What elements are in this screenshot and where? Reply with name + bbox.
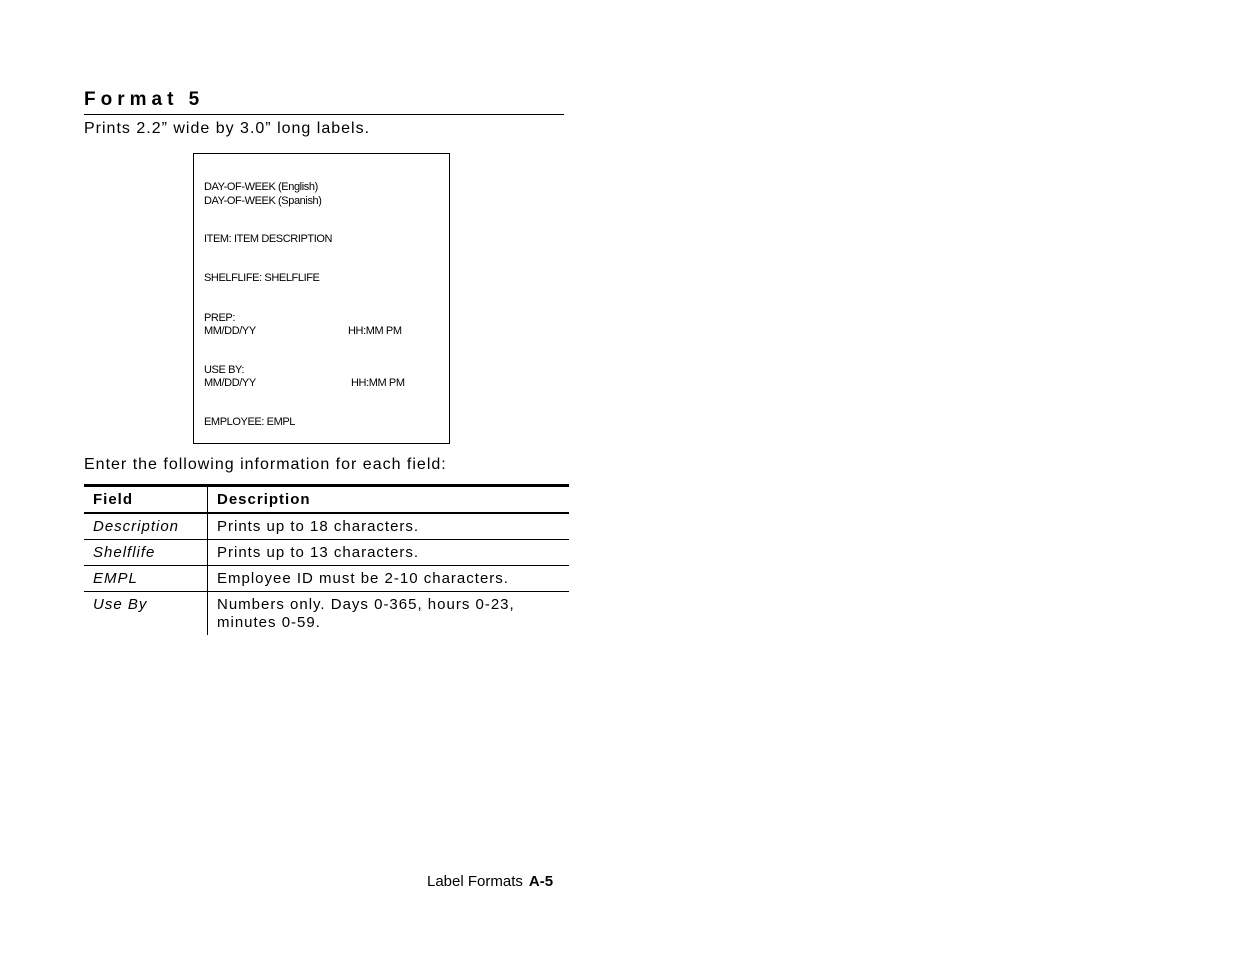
label-prep-time: HH:MM PM bbox=[348, 325, 402, 337]
table-row bbox=[84, 540, 569, 566]
label-shelflife: SHELFLIFE: SHELFLIFE bbox=[204, 272, 320, 284]
row-description: Employee ID must be 2-10 characters. bbox=[208, 566, 570, 592]
row-field: EMPL bbox=[84, 566, 208, 592]
title-rule bbox=[84, 114, 564, 115]
intro-text: Prints 2.2” wide by 3.0” long labels. bbox=[84, 120, 371, 137]
table-row bbox=[84, 566, 569, 592]
header-description: Description bbox=[208, 486, 570, 514]
label-prep: PREP: bbox=[204, 312, 236, 324]
table-header-row bbox=[84, 486, 569, 514]
page-title: Format 5 bbox=[84, 89, 205, 110]
row-field: Description bbox=[84, 513, 208, 540]
row-description: Prints up to 18 characters. bbox=[208, 513, 570, 540]
row-field: Use By bbox=[84, 592, 208, 636]
page-footer bbox=[427, 873, 553, 891]
label-dow-spanish: DAY-OF-WEEK (Spanish) bbox=[204, 195, 322, 207]
label-item: ITEM: ITEM DESCRIPTION bbox=[204, 233, 333, 245]
footer-page-number: A-5 bbox=[528, 873, 554, 890]
instructions-text: Enter the following information for each field: bbox=[84, 456, 447, 473]
label-sample bbox=[193, 153, 450, 444]
footer-section: Label Formats bbox=[427, 873, 523, 890]
field-table bbox=[84, 484, 569, 635]
label-useby-date: MM/DD/YY bbox=[204, 377, 256, 389]
label-useby: USE BY: bbox=[204, 364, 244, 376]
header-field: Field bbox=[84, 486, 208, 514]
label-prep-date: MM/DD/YY bbox=[204, 325, 256, 337]
label-useby-time: HH:MM PM bbox=[351, 377, 405, 389]
label-dow-english: DAY-OF-WEEK (English) bbox=[204, 181, 318, 193]
row-field: Shelflife bbox=[84, 540, 208, 566]
table-row bbox=[84, 592, 569, 636]
label-employee: EMPLOYEE: EMPL bbox=[204, 416, 295, 428]
row-description: Prints up to 13 characters. bbox=[208, 540, 570, 566]
table-row bbox=[84, 513, 569, 540]
row-description: Numbers only. Days 0-365, hours 0-23, minutes 0-59. bbox=[217, 596, 515, 631]
